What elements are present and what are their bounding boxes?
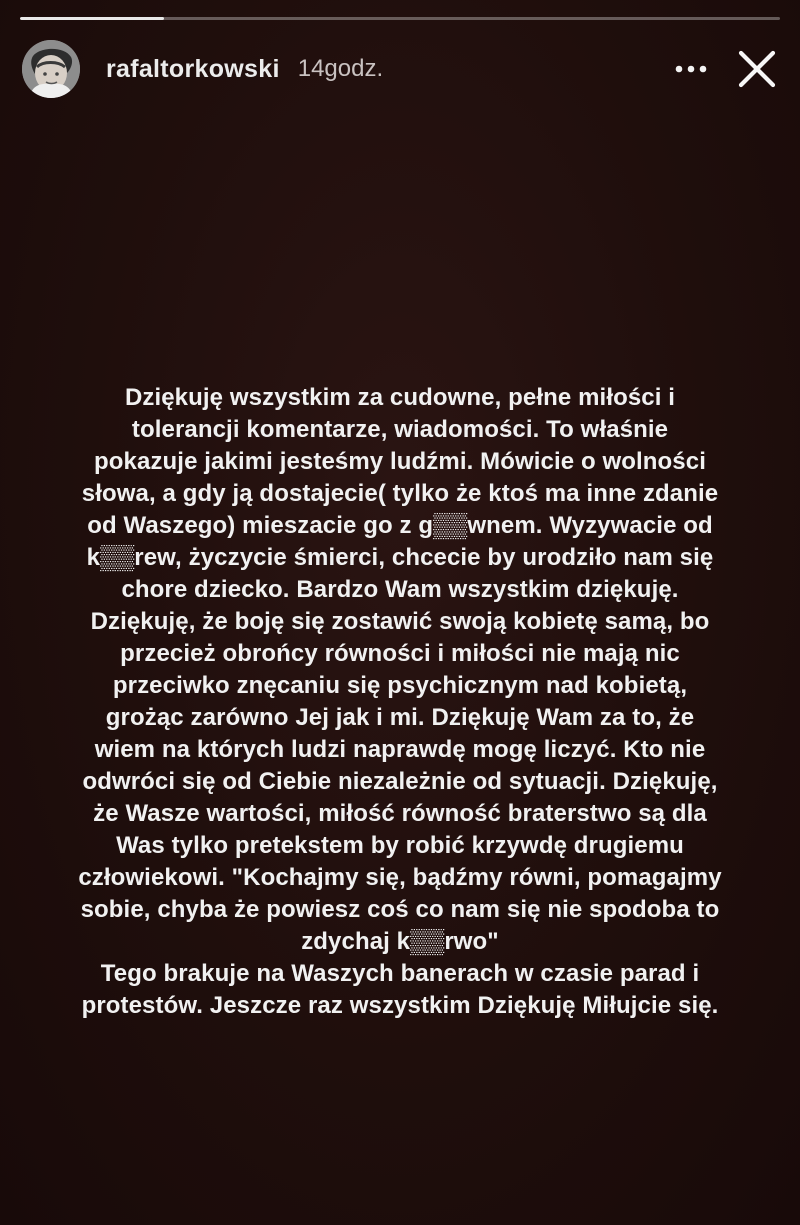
close-story-button[interactable] — [732, 44, 782, 94]
story-header — [22, 36, 782, 102]
message-line: człowiekowi. "Kochajmy się, bądźmy równi, pomagajmy — [78, 864, 722, 891]
more-horizontal-icon — [674, 64, 708, 74]
message-line: sobie, chyba że powiesz coś co nam się nie spodoba to — [80, 896, 720, 923]
story-progress-bar — [20, 17, 780, 20]
more-options-button[interactable] — [668, 46, 714, 92]
message-line: przeciwko znęcaniu się psychicznym nad kobietą, — [112, 672, 688, 699]
story-progress-fill — [20, 17, 164, 20]
message-line: zdychaj k▒▒rwo" — [301, 928, 499, 955]
message-line: protestów. Jeszcze raz wszystkim Dziękuję Miłujcie się. — [81, 992, 719, 1019]
message-line: od Waszego) mieszacie go z g▒▒wnem. Wyzywacie od — [87, 512, 713, 539]
message-line: Dziękuję, że boję się zostawić swoją kobietę samą, bo — [90, 608, 710, 635]
profile-photo-icon — [22, 40, 80, 98]
message-line: pokazuje jakimi jesteśmy ludźmi. Mówicie o wolności — [94, 448, 706, 475]
story-message-text — [34, 382, 766, 1022]
message-line: przecież obrońcy równości i miłości nie mają nic — [120, 640, 680, 667]
message-line: chore dziecko. Bardzo Wam wszystkim dziękuję. — [121, 576, 679, 603]
message-line: odwróci się od Ciebie niezależnie od sytuacji. Dziękuję, — [82, 768, 718, 795]
message-line: że Wasze wartości, miłość równość braterstwo są dla — [93, 800, 707, 827]
message-line: grożąc zarówno Jej jak i mi. Dziękuję Wam za to, że — [105, 704, 695, 731]
profile-avatar[interactable] — [22, 40, 80, 98]
close-icon — [738, 50, 776, 88]
message-line: Was tylko pretekstem by robić krzywdę drugiemu — [116, 832, 684, 859]
story-time: 14godz. — [297, 55, 384, 82]
message-line: k▒▒rew, życzycie śmierci, chcecie by urodziło nam się — [86, 544, 714, 571]
message-line: Tego brakuje na Waszych banerach w czasie parad i — [100, 960, 700, 987]
message-line: słowa, a gdy ją dostajecie( tylko że ktoś ma inne zdanie — [81, 480, 719, 507]
story-username[interactable]: rafaltorkowski — [106, 54, 280, 83]
message-line: tolerancji komentarze, wiadomości. To właśnie — [131, 416, 669, 443]
message-line: wiem na których ludzi naprawdę mogę liczyć. Kto nie — [94, 736, 706, 763]
message-line: Dziękuję wszystkim za cudowne, pełne miłości i — [124, 384, 676, 411]
